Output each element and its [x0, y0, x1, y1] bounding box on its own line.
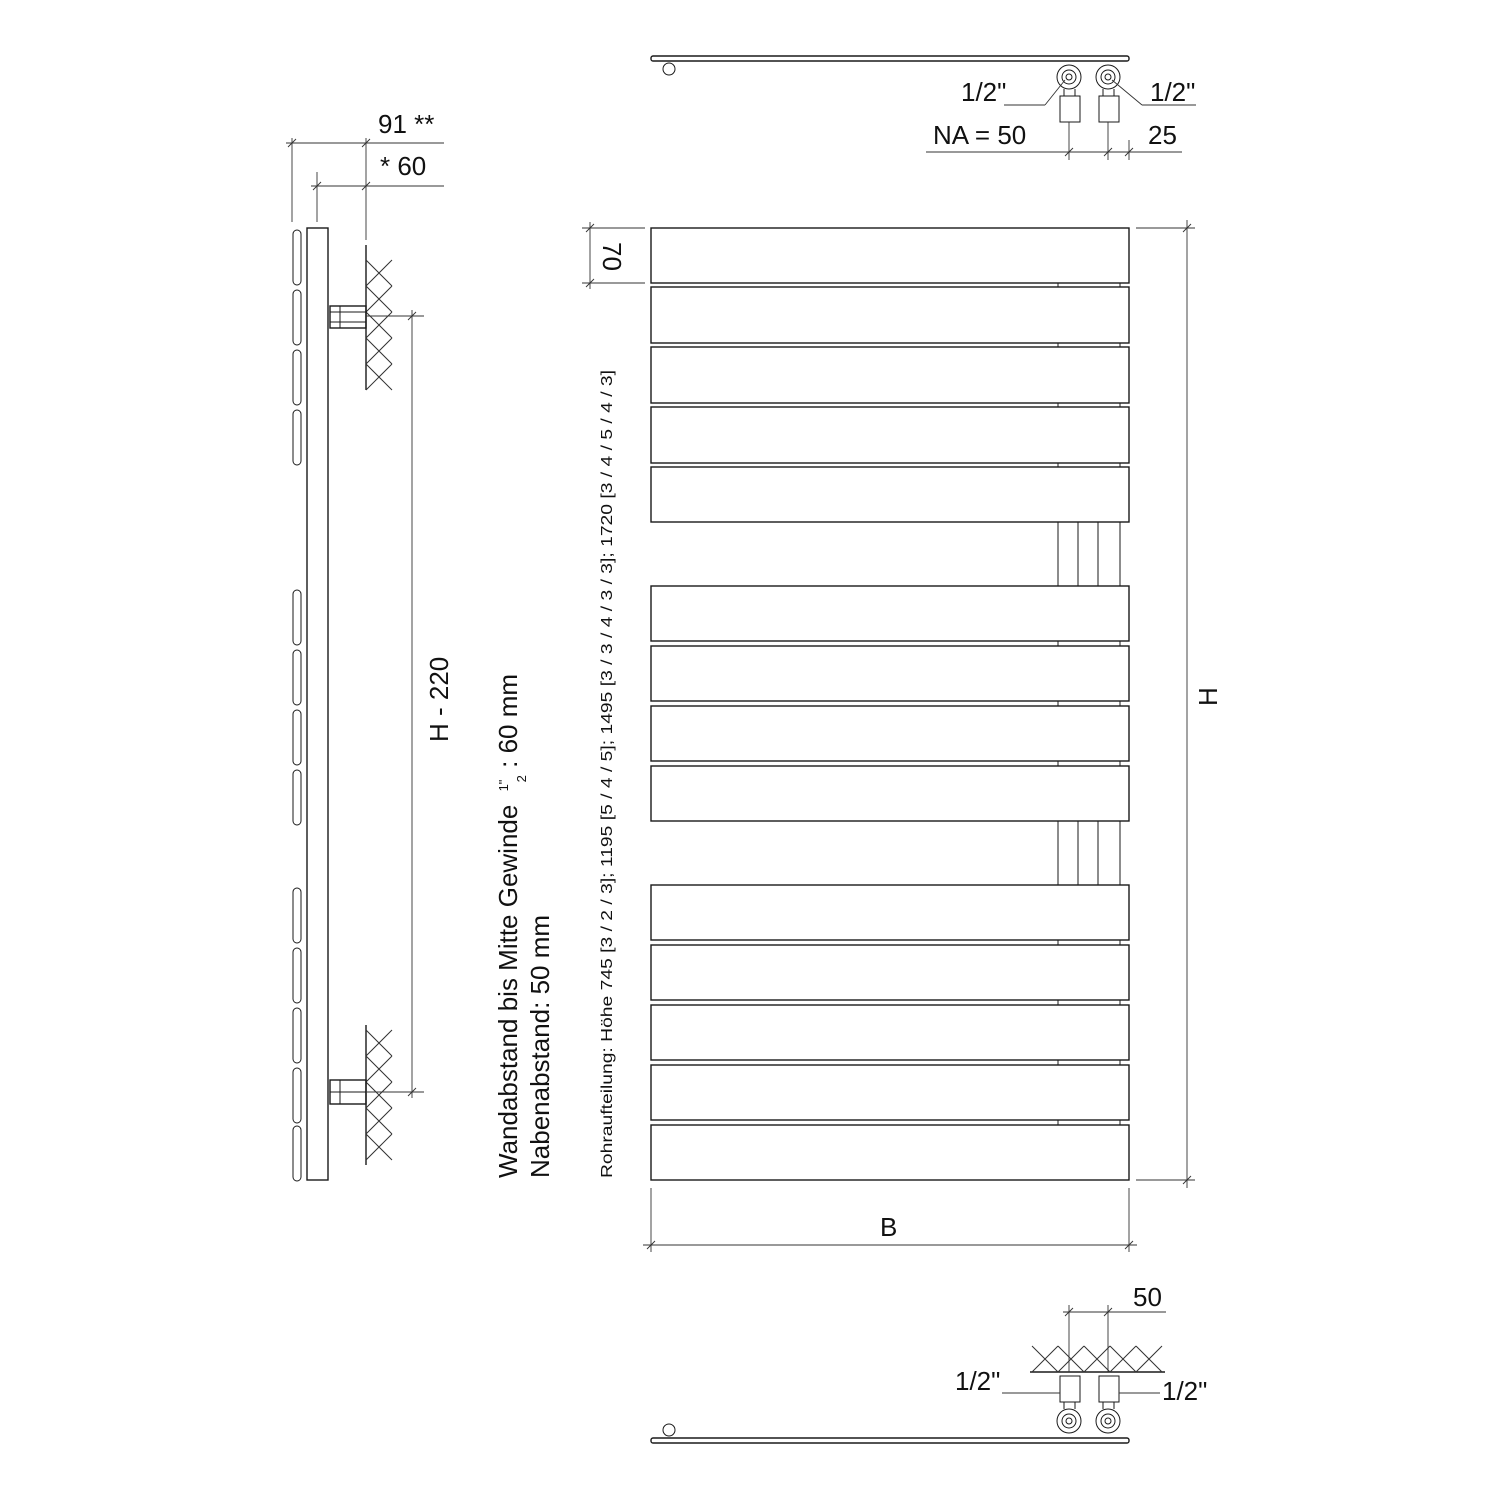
notes — [484, 370, 616, 1178]
tube — [651, 1125, 1129, 1180]
bottom-wall-hatch — [1030, 1346, 1165, 1372]
note-wall-distance: Wandabstand bis Mitte Gewinde $^{1"}$ 2 : 60 mm — [493, 673, 529, 1178]
top-valve-left — [1057, 65, 1081, 122]
dim-b — [643, 1188, 1137, 1252]
top-offset-label: 25 — [1148, 120, 1177, 150]
tube — [651, 407, 1129, 463]
note-tube-layout: Rohraufteilung: Höhe 745 [3 / 2 / 3]; 1195 [5 / 4 / 5]; 1495 [3 / 3 / 4 / 3 / 3]; 1720 [3 / 4 / 5 / 4 / 3] — [599, 528, 616, 1178]
top-thread-left-label: 1/2" — [961, 77, 1007, 107]
bottom-bar — [651, 1438, 1129, 1443]
wall-hatch-top — [366, 245, 392, 390]
tube — [651, 885, 1129, 940]
top-bar-end — [663, 63, 675, 75]
note-hub-distance: Nabenabstand: 50 mm — [525, 914, 555, 1178]
tube — [651, 287, 1129, 343]
dim-h-label: H — [1193, 687, 1223, 706]
bottom-detail — [651, 1282, 1207, 1443]
top-thread-right-label: 1/2" — [1150, 77, 1196, 107]
bottom-hub-distance-label: 50 — [1133, 1282, 1162, 1312]
tube — [651, 586, 1129, 641]
bottom-thread-left-label: 1/2" — [955, 1366, 1001, 1396]
dim-91-label: 91 ** — [378, 109, 435, 139]
side-connector-top — [330, 306, 366, 328]
top-valve-right — [1096, 65, 1120, 122]
tube — [651, 1065, 1129, 1120]
side-tube-profiles — [293, 230, 301, 1181]
dim-h — [1136, 220, 1223, 1188]
side-connector-bottom — [330, 1080, 366, 1104]
tube — [651, 706, 1129, 761]
dim-70-label: 70 — [597, 242, 627, 271]
top-bar — [651, 56, 1129, 61]
bottom-thread-right-label: 1/2" — [1162, 1376, 1208, 1406]
bottom-valve-left — [1057, 1376, 1081, 1433]
tube — [651, 228, 1129, 283]
side-view — [286, 109, 454, 1181]
tube — [651, 766, 1129, 821]
dim-60 — [311, 151, 444, 222]
tube — [651, 945, 1129, 1000]
dim-60-label: * 60 — [380, 151, 427, 181]
bottom-bar-end — [663, 1424, 675, 1436]
dim-h-220-label: H - 220 — [424, 656, 454, 742]
dim-h-220 — [366, 310, 454, 1098]
top-detail — [651, 56, 1196, 160]
dim-70 — [582, 222, 645, 289]
tube — [651, 1005, 1129, 1060]
side-collector — [307, 228, 328, 1180]
front-tubes — [651, 228, 1129, 1180]
tube — [651, 646, 1129, 701]
front-view — [582, 220, 1223, 1252]
tube — [651, 467, 1129, 522]
top-hub-distance-label: NA = 50 — [933, 120, 1027, 150]
bottom-valve-right — [1096, 1376, 1120, 1433]
tube — [651, 347, 1129, 403]
front-collectors — [1058, 283, 1120, 1125]
dim-b-label: B — [880, 1212, 898, 1242]
wall-hatch-bottom — [366, 1025, 392, 1165]
